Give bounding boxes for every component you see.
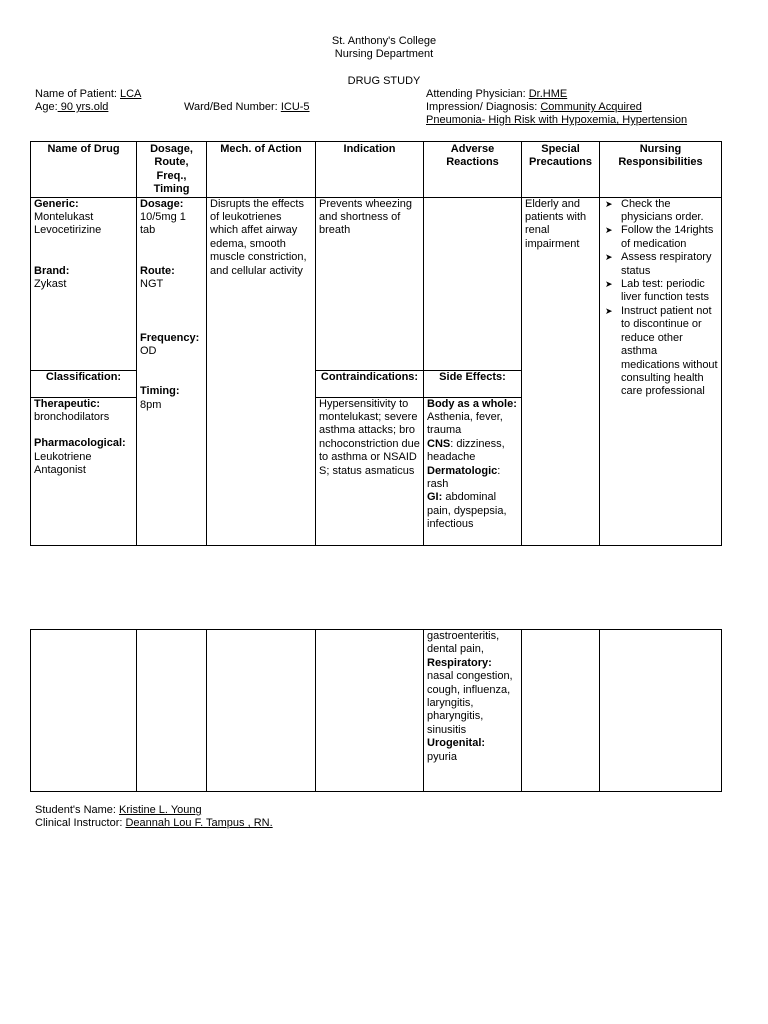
- frequency-label: Frequency:: [140, 331, 200, 344]
- instructor-row: [35, 817, 273, 830]
- urogenital-text: pyuria: [427, 750, 457, 763]
- empty-cell: [137, 630, 207, 792]
- route-value: NGT: [140, 278, 164, 291]
- nursing-item: ➤ Assess respiratory status: [603, 251, 718, 278]
- col-drug-name: Name of Drug: [31, 142, 137, 198]
- contraindications-text: Hypersensitivity to montelukast; severe asthma attacks; bronchoconstriction due to asthma or NSAIDS; status asmaticus: [319, 397, 420, 477]
- patient-age: 90 yrs.old: [57, 101, 109, 113]
- cns-row: [427, 438, 518, 465]
- urogenital-label: Urogenital:: [427, 737, 486, 750]
- diagnosis-line-2: Pneumonia- High Risk with Hypoxemia, Hypertension: [426, 114, 688, 126]
- col-indication: Indication: [316, 142, 424, 198]
- student-label: Student's Name:: [35, 804, 116, 816]
- empty-cell: [31, 630, 137, 792]
- adverse-reactions-cell: [424, 197, 522, 370]
- table-row-top: [31, 197, 722, 370]
- ward-number: ICU-5: [280, 101, 310, 113]
- contraindications-label: Contraindications:: [316, 370, 424, 397]
- patient-name-row: [35, 88, 141, 101]
- mechanism-text: Disrupts the effects of leukotrienes which affet airway edema, smooth muscle constriction, and cellular activity: [210, 197, 307, 277]
- department-name: Nursing Department: [334, 48, 434, 60]
- side-effects-label: Side Effects:: [424, 370, 522, 397]
- patient-age-label: Age:: [35, 101, 58, 113]
- special-precautions-cell: [522, 197, 600, 545]
- respiratory-label: Respiratory:: [427, 656, 492, 669]
- nursing-item: ➤ Lab test: periodic liver function tests: [603, 278, 718, 305]
- derm-text: : rash: [427, 464, 501, 491]
- ward-row: [184, 101, 310, 114]
- empty-cell: [600, 630, 722, 792]
- brand-label: Brand:: [34, 264, 70, 277]
- route-label: Route:: [140, 264, 175, 277]
- generic-name-2: Levocetirizine: [34, 224, 102, 237]
- pharmacological-value-2: Antagonist: [34, 464, 86, 477]
- gi-row: [427, 491, 518, 531]
- patient-name: LCA: [120, 88, 142, 100]
- nursing-item: ➤ Instruct patient not to discontinue or reduce other asthma medications without consulting health care professional: [603, 305, 718, 399]
- nursing-list: [603, 198, 718, 399]
- patient-age-row: [35, 101, 108, 114]
- col-adverse-reactions: Adverse Reactions: [424, 142, 522, 198]
- derm-row: [427, 465, 518, 492]
- therapeutic-value: bronchodilators: [34, 411, 110, 424]
- generic-label: Generic:: [34, 197, 79, 210]
- cns-label: CNS: [427, 437, 451, 450]
- document-title: DRUG STUDY: [347, 75, 421, 87]
- indication-cell: [316, 197, 424, 370]
- contraindications-cell: [316, 397, 424, 545]
- student-name: Kristine L. Young: [119, 804, 202, 816]
- nursing-item: ➤ Follow the 14rights of medication: [603, 224, 718, 251]
- brand-name: Zykast: [34, 278, 67, 291]
- indication-text: Prevents wheezing and shortness of breath: [319, 197, 412, 237]
- col-nursing-responsibilities: Nursing Responsibilities: [600, 142, 722, 198]
- col-mechanism: Mech. of Action: [207, 142, 316, 198]
- body-label: Body as a whole:: [427, 397, 517, 410]
- drug-names-cell: [31, 197, 137, 370]
- classification-label: Classification:: [31, 370, 137, 397]
- dosage-cell: [137, 197, 207, 545]
- classification-cell: [31, 397, 137, 545]
- therapeutic-label: Therapeutic:: [34, 397, 101, 410]
- special-precautions-text: Elderly and patients with renal impairment: [525, 197, 587, 250]
- diagnosis-line-1: Community Acquired: [540, 101, 642, 113]
- student-row: [35, 804, 202, 817]
- table-header-row: [31, 142, 722, 198]
- mechanism-cell: [207, 197, 316, 545]
- dosage-label: Dosage:: [140, 197, 184, 210]
- dosage-value: 10/5mg 1 tab: [140, 211, 186, 237]
- physician-label: Attending Physician:: [426, 88, 526, 100]
- instructor-label: Clinical Instructor:: [35, 817, 123, 829]
- timing-value: 8pm: [140, 398, 162, 411]
- nursing-item: ➤ Check the physicians order.: [603, 198, 718, 225]
- frequency-value: OD: [140, 345, 157, 358]
- pharmacological-label: Pharmacological:: [34, 437, 126, 450]
- derm-label: Dermatologic: [427, 464, 498, 477]
- timing-label: Timing:: [140, 385, 180, 398]
- physician-name: Dr.HME: [528, 88, 568, 100]
- diagnosis-row: [426, 101, 670, 114]
- diagnosis-label: Impression/ Diagnosis:: [426, 101, 538, 113]
- continuation-table: [30, 629, 722, 792]
- empty-cell: [522, 630, 600, 792]
- drug-study-table: [30, 141, 722, 546]
- side-effects-continued-cell: [424, 630, 522, 792]
- nursing-cell: [600, 197, 722, 545]
- gi-label: GI:: [427, 491, 443, 504]
- ward-label: Ward/Bed Number:: [184, 101, 278, 113]
- gi-continued-text: gastroenteritis, dental pain,: [427, 630, 500, 656]
- cns-text: : dizziness, headache: [427, 437, 505, 464]
- patient-name-label: Name of Patient:: [35, 88, 117, 100]
- instructor-name: Deannah Lou F. Tampus , RN.: [125, 817, 273, 829]
- col-special-precautions: Special Precautions: [522, 142, 600, 198]
- col-dosage: Dosage, Route, Freq., Timing: [137, 142, 207, 198]
- physician-row: [426, 88, 567, 101]
- generic-name-1: Montelukast: [34, 211, 94, 224]
- respiratory-text: nasal congestion, cough, influenza, laryngitis, pharyngitis, sinusitis: [427, 670, 513, 736]
- continuation-row: [31, 630, 722, 792]
- side-effects-cell: [424, 397, 522, 545]
- empty-cell: [207, 630, 316, 792]
- empty-cell: [316, 630, 424, 792]
- body-text: Asthenia, fever, trauma: [427, 411, 503, 437]
- school-name: St. Anthony's College: [331, 35, 437, 47]
- pharmacological-value-1: Leukotriene: [34, 450, 92, 463]
- gi-text: abdominal pain, dyspepsia, infectious: [427, 491, 507, 531]
